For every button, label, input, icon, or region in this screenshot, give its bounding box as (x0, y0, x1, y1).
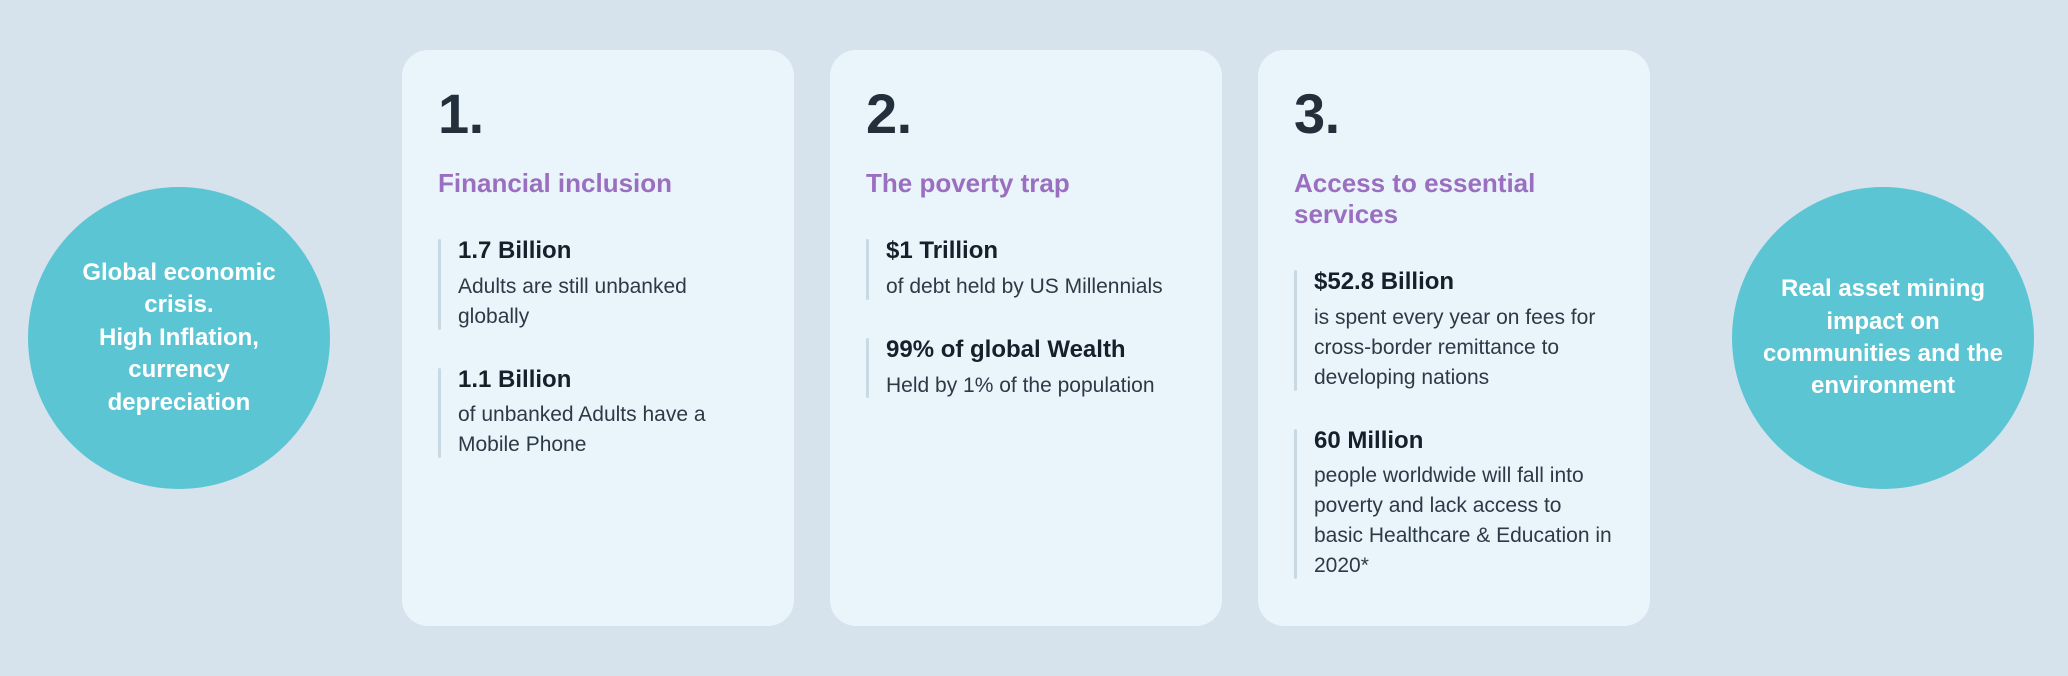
card-1-number: 1. (438, 82, 484, 145)
card-3-stat-1-body: is spent every year on fees for cross-border remittance to developing nations (1314, 306, 1596, 389)
card-3-stat-2-body: people worldwide will fall into poverty and lack access to basic Healthcare & Education in 2020* (1314, 464, 1612, 577)
left-circle-text-block (62, 257, 296, 419)
card-3-stat-2 (1294, 427, 1614, 581)
card-3-stat-1 (1294, 268, 1614, 392)
card-1-stat-2 (438, 366, 758, 460)
card-financial-inclusion (402, 50, 794, 626)
card-2-stat-2-body: Held by 1% of the population (886, 373, 1155, 397)
card-1-stat-1 (438, 237, 758, 331)
card-poverty-trap (830, 50, 1222, 626)
card-2-stat-1 (866, 237, 1186, 302)
right-circle-line-1: Real asset mining impact on communities and the environment (1762, 275, 2004, 400)
card-3-stat-1-head: $52.8 Billion (1314, 268, 1455, 296)
card-2-number: 2. (866, 82, 912, 145)
card-1-stat-1-body: Adults are still unbanked globally (458, 274, 687, 328)
card-3-number: 3. (1294, 82, 1340, 145)
global-economic-crisis-circle (28, 187, 330, 489)
card-essential-services (1258, 50, 1650, 626)
card-2-stat-1-head: $1 Trillion (886, 237, 999, 265)
card-2-stat-1-body: of debt held by US Millennials (886, 274, 1163, 298)
card-2-title: The poverty trap (866, 168, 1070, 198)
card-3-title: Access to essential services (1294, 168, 1536, 230)
card-1-title: Financial inclusion (438, 168, 673, 198)
card-2-stat-2-head: 99% of global Wealth (886, 335, 1126, 363)
card-1-stat-2-head: 1.1 Billion (458, 365, 572, 393)
left-circle-line-2: High Inflation, currency depreciation (99, 323, 259, 416)
real-asset-mining-circle (1732, 187, 2034, 489)
left-circle-line-1: Global economic crisis. (82, 259, 276, 319)
card-2-stat-2 (866, 336, 1186, 401)
card-3-stat-2-head: 60 Million (1314, 426, 1424, 454)
card-1-stat-1-head: 1.7 Billion (458, 237, 572, 265)
card-1-stat-2-body: of unbanked Adults have a Mobile Phone (458, 403, 706, 457)
cards-group (402, 50, 1650, 626)
